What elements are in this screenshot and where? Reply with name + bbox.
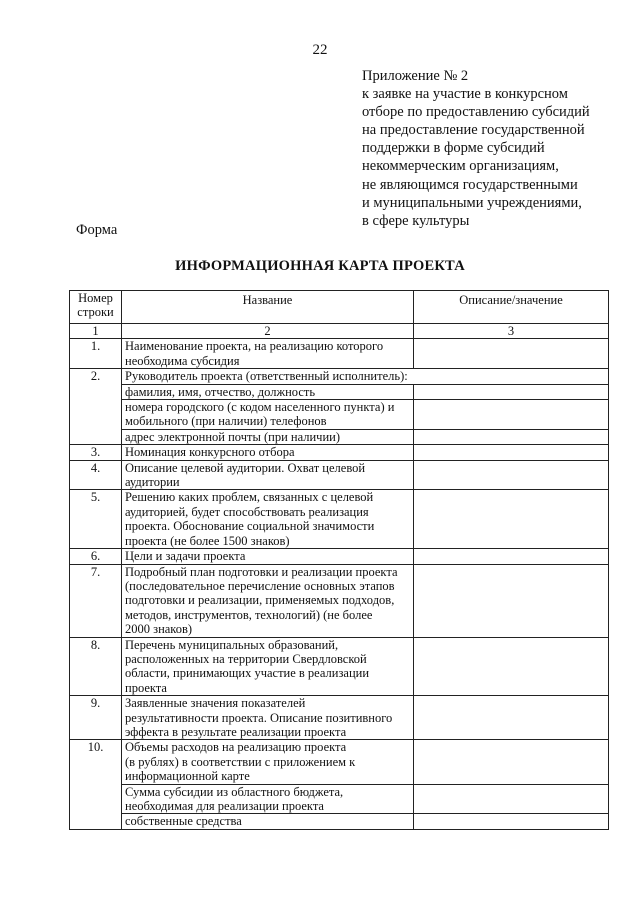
subrow-name: фамилия, имя, отчество, должность	[122, 384, 414, 399]
row-name: Заявленные значения показателей результативности проекта. Описание позитивного эффекта в результате реализации проекта	[122, 696, 414, 740]
table-row	[70, 740, 609, 784]
table-header-row	[70, 291, 609, 324]
appendix-line: в сфере культуры	[362, 212, 470, 229]
row-number: 9.	[70, 696, 122, 740]
table-row	[70, 490, 609, 549]
row-number: 1.	[70, 339, 122, 369]
appendix-line: и муниципальными учреждениями,	[362, 194, 582, 211]
row-number: 8.	[70, 637, 122, 696]
project-info-table	[69, 290, 609, 830]
value-cell[interactable]	[414, 460, 609, 490]
table-subrow	[70, 429, 609, 444]
row-number: 2.	[70, 369, 122, 445]
value-cell[interactable]	[414, 400, 609, 430]
header-value: Описание/значение	[414, 291, 609, 324]
table-subrow	[70, 784, 609, 814]
value-cell[interactable]	[414, 384, 609, 399]
value-cell[interactable]	[414, 564, 609, 637]
appendix-line: к заявке на участие в конкурсном	[362, 86, 568, 103]
value-cell[interactable]	[414, 740, 609, 784]
header-row-number: Номер строки	[70, 291, 122, 324]
table-subrow	[70, 814, 609, 829]
row-number: 7.	[70, 564, 122, 637]
table-row	[70, 549, 609, 564]
column-number: 3	[414, 324, 609, 339]
row-name: Описание целевой аудитории. Охват целевой аудитории	[122, 460, 414, 490]
column-number-row	[70, 324, 609, 339]
column-number: 1	[70, 324, 122, 339]
row-name: Подробный план подготовки и реализации проекта (последовательное перечисление основных этапов подготовки и реализации, применяемых подходов, методов, инструментов, технологий) (не более 2000 знаков)	[122, 564, 414, 637]
appendix-line: не являющимся государственными	[362, 176, 578, 193]
table-row	[70, 445, 609, 460]
value-cell[interactable]	[414, 637, 609, 696]
value-cell[interactable]	[414, 490, 609, 549]
row-name: Наименование проекта, на реализацию которого необходима субсидия	[122, 339, 414, 369]
appendix-line: некоммерческим организациям,	[362, 158, 559, 175]
row-name: Решению каких проблем, связанных с целевой аудиторией, будет способствовать реализация проекта. Обоснование социальной значимости проекта (не более 1500 знаков)	[122, 490, 414, 549]
row-name: Объемы расходов на реализацию проекта (в рублях) в соответствии с приложением к информационной карте	[122, 740, 414, 784]
row-name: Цели и задачи проекта	[122, 549, 414, 564]
column-number: 2	[122, 324, 414, 339]
row-name: Перечень муниципальных образований, расположенных на территории Свердловской области, принимающих участие в реализации проекта	[122, 637, 414, 696]
table-row	[70, 369, 609, 384]
subrow-name: адрес электронной почты (при наличии)	[122, 429, 414, 444]
document-title: ИНФОРМАЦИОННАЯ КАРТА ПРОЕКТА	[175, 258, 465, 274]
page-number: 22	[312, 42, 328, 58]
value-cell[interactable]	[414, 814, 609, 829]
appendix-line: на предоставление государственной	[362, 122, 585, 139]
table-row	[70, 564, 609, 637]
value-cell[interactable]	[414, 784, 609, 814]
table-row	[70, 339, 609, 369]
table-subrow	[70, 384, 609, 399]
row-number: 10.	[70, 740, 122, 829]
appendix-line: поддержки в форме субсидий	[362, 140, 545, 157]
row-name: Руководитель проекта (ответственный исполнитель):	[122, 369, 609, 384]
table-row	[70, 460, 609, 490]
value-cell[interactable]	[414, 696, 609, 740]
appendix-note	[362, 67, 632, 230]
table-subrow	[70, 400, 609, 430]
row-number: 5.	[70, 490, 122, 549]
appendix-line: Приложение № 2	[362, 68, 469, 84]
table-row	[70, 696, 609, 740]
value-cell[interactable]	[414, 339, 609, 369]
value-cell[interactable]	[414, 445, 609, 460]
form-label: Форма	[76, 222, 118, 238]
value-cell[interactable]	[414, 429, 609, 444]
table-row	[70, 637, 609, 696]
subrow-name: Сумма субсидии из областного бюджета, необходимая для реализации проекта	[122, 784, 414, 814]
row-number: 6.	[70, 549, 122, 564]
subrow-name: номера городского (с кодом населенного пункта) и мобильного (при наличии) телефонов	[122, 400, 414, 430]
header-name: Название	[122, 291, 414, 324]
appendix-line: отборе по предоставлению субсидий	[362, 104, 590, 121]
value-cell[interactable]	[414, 549, 609, 564]
row-number: 3.	[70, 445, 122, 460]
row-name: Номинация конкурсного отбора	[122, 445, 414, 460]
subrow-name: собственные средства	[122, 814, 414, 829]
row-number: 4.	[70, 460, 122, 490]
